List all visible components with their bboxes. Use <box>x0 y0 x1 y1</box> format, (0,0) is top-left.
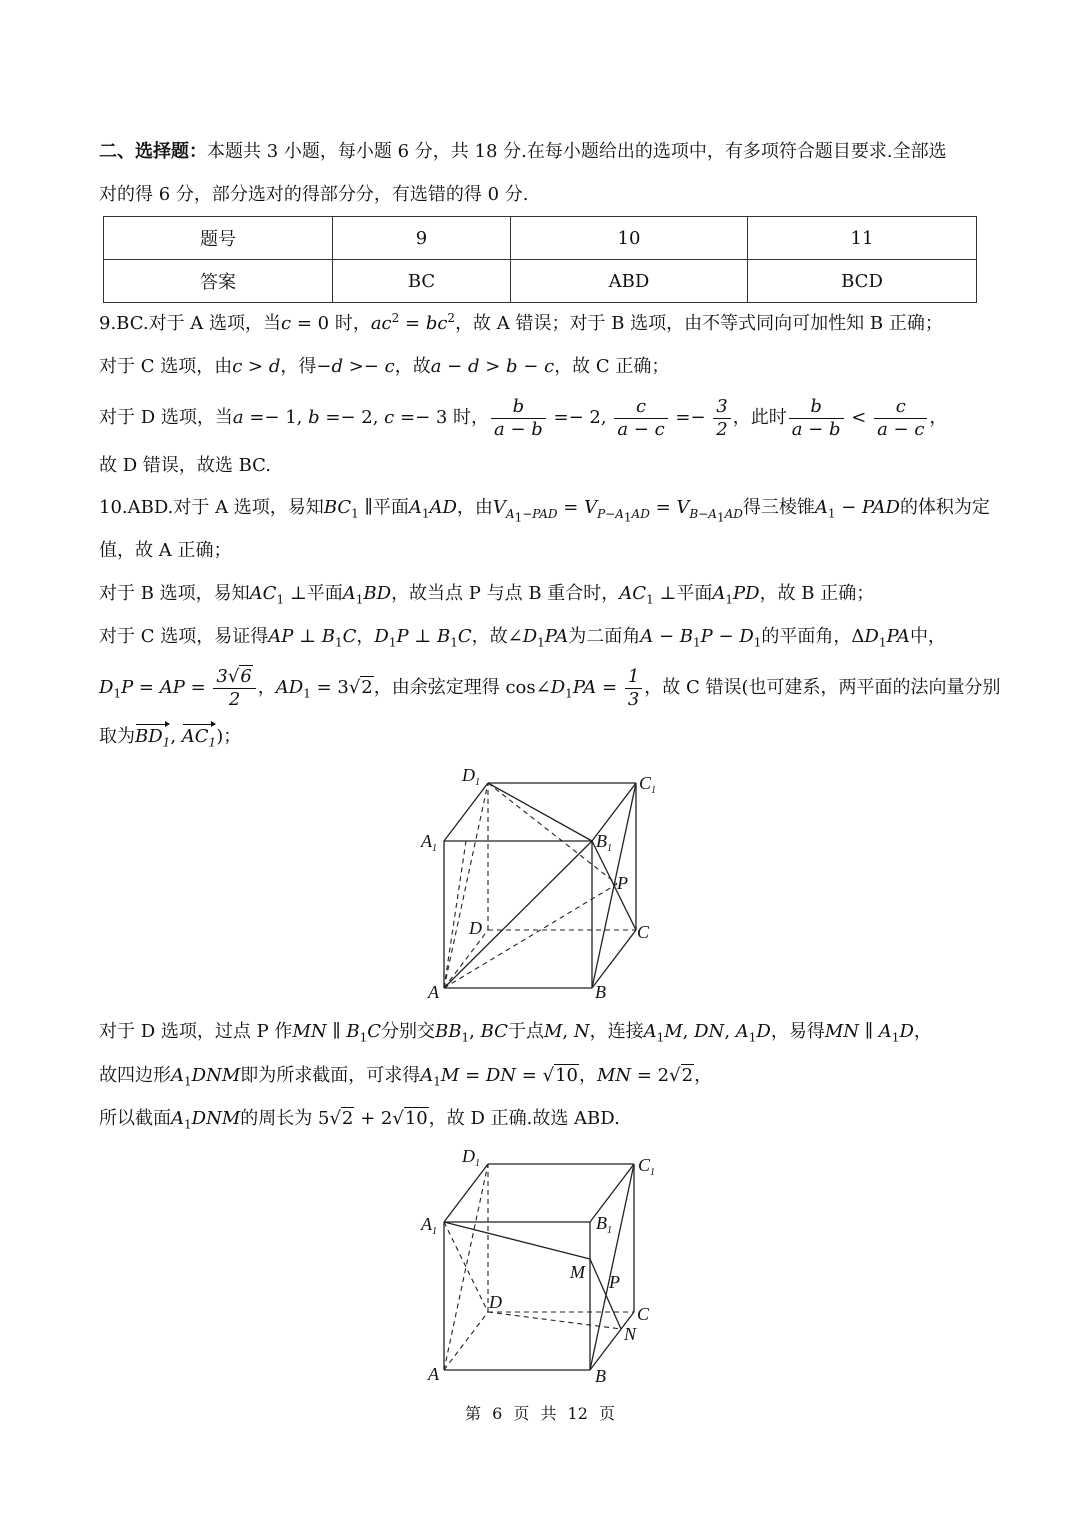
label-B: B <box>595 982 606 1002</box>
q10-text: ，连接 <box>589 1021 644 1042</box>
q9-text: 对于 D 选项，当 <box>99 407 233 428</box>
label-C: C <box>637 922 650 942</box>
q9-text: ，此时 <box>732 407 787 428</box>
label-D: D <box>489 1292 502 1312</box>
q9-text: 故 D 错误，故选 BC. <box>99 455 272 476</box>
section-header: 二、选择题： <box>99 141 207 162</box>
label-B: B <box>595 1366 606 1386</box>
q10-text: 中， <box>909 626 946 647</box>
q9-text: ，故 C 正确； <box>554 356 670 377</box>
q9-text: 时， <box>453 407 490 428</box>
q10-text: 对于 B 选项，易知 <box>99 583 250 604</box>
q10-text: ， <box>578 1065 597 1086</box>
table-cell: BCD <box>748 260 977 303</box>
q9-text: ，故 <box>394 356 431 377</box>
q9-line-1: 9.BC.对于 A 选项，当c = 0 时，$ac^2 = bc^2$，故 A 错误；对于 B 选项，由不等式同向可加性知 B 正确； <box>99 311 943 334</box>
label-C1: $C_1$ <box>638 1155 656 1178</box>
q9-text: 时， <box>334 313 371 334</box>
q10-text: ，故当点 P 与点 B 重合时， <box>391 583 620 604</box>
fraction: $\frac{b}{a - b}$ <box>491 396 546 441</box>
q10-text: 的体积为定 <box>899 497 990 518</box>
q9-line-2: 对于 C 选项，由c > d，得−d >− c，故a − d > b − c，故 C 正确； <box>99 356 670 377</box>
q9-line-4 <box>99 453 271 479</box>
q10-line-5: $D_1P$ = AP = $\frac{3√6}{2}$ ，$AD_1 = 3√2$，由余弦定理得 $\cos\angle D_1PA$ = $\frac{1}{3}$ ，故 C 错误(也可建系，两平面的法向量分别 <box>99 665 1001 710</box>
q10-line-4: 对于 C 选项，易证得AP ⊥ $B_1C$，$D_1P$ ⊥ $B_1C$，故$\angle D_1PA$为二面角$A - B_1P - D_1$的平面角，$\Delta D_1PA$中， <box>99 626 946 650</box>
label-B1: $B_1$ <box>596 1213 612 1236</box>
q10-text: ，由 <box>456 497 493 518</box>
label-N: N <box>624 1324 637 1344</box>
q10-text: ，易得 <box>770 1021 825 1042</box>
q10-text: ，故 <box>471 626 508 647</box>
q10-line-6: 取为$BD_1$, $AC_1$)； <box>99 726 242 750</box>
cube-figure-2 <box>410 1140 670 1390</box>
table-cell: 答案 <box>104 260 333 303</box>
label-D: D <box>469 918 482 938</box>
q9-text: ，故 A 错误；对于 B 选项，由不等式同向可加性知 B 正确； <box>455 313 943 334</box>
table-cell: BC <box>333 260 511 303</box>
fraction: $\frac{c}{a - c}$ <box>874 396 927 441</box>
q9-text: 9.BC.对于 A 选项，当 <box>99 313 282 334</box>
fraction: $\frac{b}{a - b}$ <box>789 396 844 441</box>
label-M: M <box>570 1262 585 1282</box>
q10-text: 的平面角， <box>761 626 852 647</box>
q9-text: ， <box>929 407 948 428</box>
label-A: A <box>428 982 439 1002</box>
table-cell: 10 <box>511 217 748 260</box>
q10-text: 所以截面 <box>99 1108 171 1129</box>
q10-text: )； <box>216 726 242 747</box>
q10-text: 故四边形 <box>99 1065 171 1086</box>
label-C: C <box>637 1304 650 1324</box>
q10-line-7: 对于 D 选项，过点 P 作MN ∥ $B_1C$分别交$BB_1$, BC于点M, N，连接$A_1M$, DN, $A_1D$，易得MN ∥ $A_1D$， <box>99 1021 932 1045</box>
table-cell: 11 <box>748 217 977 260</box>
q10-text: 得三棱锥 <box>742 497 815 518</box>
q10-line-3: 对于 B 选项，易知$AC_1$ ⊥平面$A_1BD$，故当点 P 与点 B 重合时，$AC_1$ ⊥平面$A_1PD$，故 B 正确； <box>99 583 875 607</box>
section-intro-text-2: 对的得 6 分，部分选对的得部分分，有选错的得 0 分. <box>99 184 529 205</box>
q10-line-8: 故四边形$A_1DNM$即为所求截面，可求得$A_1M$ = DN = √10，MN = 2√2， <box>99 1065 713 1089</box>
fraction: $\frac{c}{a - c}$ <box>614 396 667 441</box>
label-P: P <box>617 873 628 893</box>
label-A1: $A_1$ <box>421 1214 437 1237</box>
cube-figure-1 <box>410 758 670 1008</box>
q10-text: ，故 B 正确； <box>759 583 875 604</box>
q10-text: 的周长为 <box>240 1108 313 1129</box>
label-D1: $D_1$ <box>462 765 480 788</box>
q10-text: ，故 D 正确.故选 ABD. <box>428 1108 620 1129</box>
q10-text: ， <box>356 626 375 647</box>
table-cell: 题号 <box>104 217 333 260</box>
q10-text: 为二面角 <box>568 626 641 647</box>
table-cell: ABD <box>511 260 748 303</box>
q10-text: 10.ABD.对于 A 选项，易知 <box>99 497 324 518</box>
q9-text: 对于 C 选项，由 <box>99 356 233 377</box>
q9-text: ，得 <box>280 356 317 377</box>
answer-table <box>103 216 977 303</box>
q10-text: 值，故 A 正确； <box>99 540 232 561</box>
q10-text: 平面 <box>676 583 713 604</box>
label-B1: $B_1$ <box>596 831 612 854</box>
fraction: $\frac{3}{2}$ <box>713 396 730 441</box>
q10-text: 分别交 <box>381 1021 436 1042</box>
q10-text: ，故 C 错误(也可建系，两平面的法向量分别 <box>644 677 1001 698</box>
table-row <box>104 217 977 260</box>
q9-line-3: 对于 D 选项，当a =− 1, b =− 2, c =− 3 时， $\frac{b}{a - b}$ =− 2, $\frac{c}{a - c}$ =− $\frac{3}{2}$ ，此时 $\frac{b}{a - b}$ < $\frac{c}{a - c}$ ， <box>99 395 948 440</box>
q10-text: ， <box>694 1065 713 1086</box>
label-A: A <box>428 1364 439 1384</box>
q10-line-2 <box>99 538 231 564</box>
section-intro-text-1: 本题共 3 小题，每小题 6 分，共 18 分.在每小题给出的选项中，有多项符合题目要求.全部选 <box>207 141 947 162</box>
q10-text: 平面 <box>372 497 409 518</box>
section-intro-line-2 <box>99 182 529 208</box>
q10-line-1: 10.ABD.对于 A 选项，易知$BC_1$ ∥平面$A_1AD$，由$V_{A_1-PAD} = V_{P-A_1AD} = V_{B-A_1AD}$得三棱锥$A_1$ − PAD的体积为定 <box>99 497 990 524</box>
page-footer: 第 6 页 共 12 页 <box>465 1404 615 1423</box>
q10-text: ，由余弦定理得 cos <box>373 677 536 698</box>
table-cell: 9 <box>333 217 511 260</box>
fraction: $\frac{3√6}{2}$ <box>213 666 255 711</box>
label-P: P <box>609 1272 620 1292</box>
fraction: $\frac{1}{3}$ <box>625 666 642 711</box>
table-row <box>104 260 977 303</box>
label-A1: $A_1$ <box>421 831 437 854</box>
q10-line-9: 所以截面$A_1DNM$的周长为 5√2 + 2√10，故 D 正确.故选 ABD. <box>99 1108 620 1132</box>
q10-text: 即为所求截面，可求得 <box>240 1065 421 1086</box>
q10-text: 于点 <box>507 1021 544 1042</box>
section-intro-line-1 <box>99 139 947 165</box>
q10-text: 平面 <box>306 583 343 604</box>
label-D1: $D_1$ <box>462 1146 480 1169</box>
q10-text: 对于 D 选项，过点 P 作 <box>99 1021 293 1042</box>
q10-text: 取为 <box>99 726 135 747</box>
label-C1: $C_1$ <box>639 773 657 796</box>
q10-text: ， <box>913 1021 932 1042</box>
q10-text: 对于 C 选项，易证得 <box>99 626 269 647</box>
